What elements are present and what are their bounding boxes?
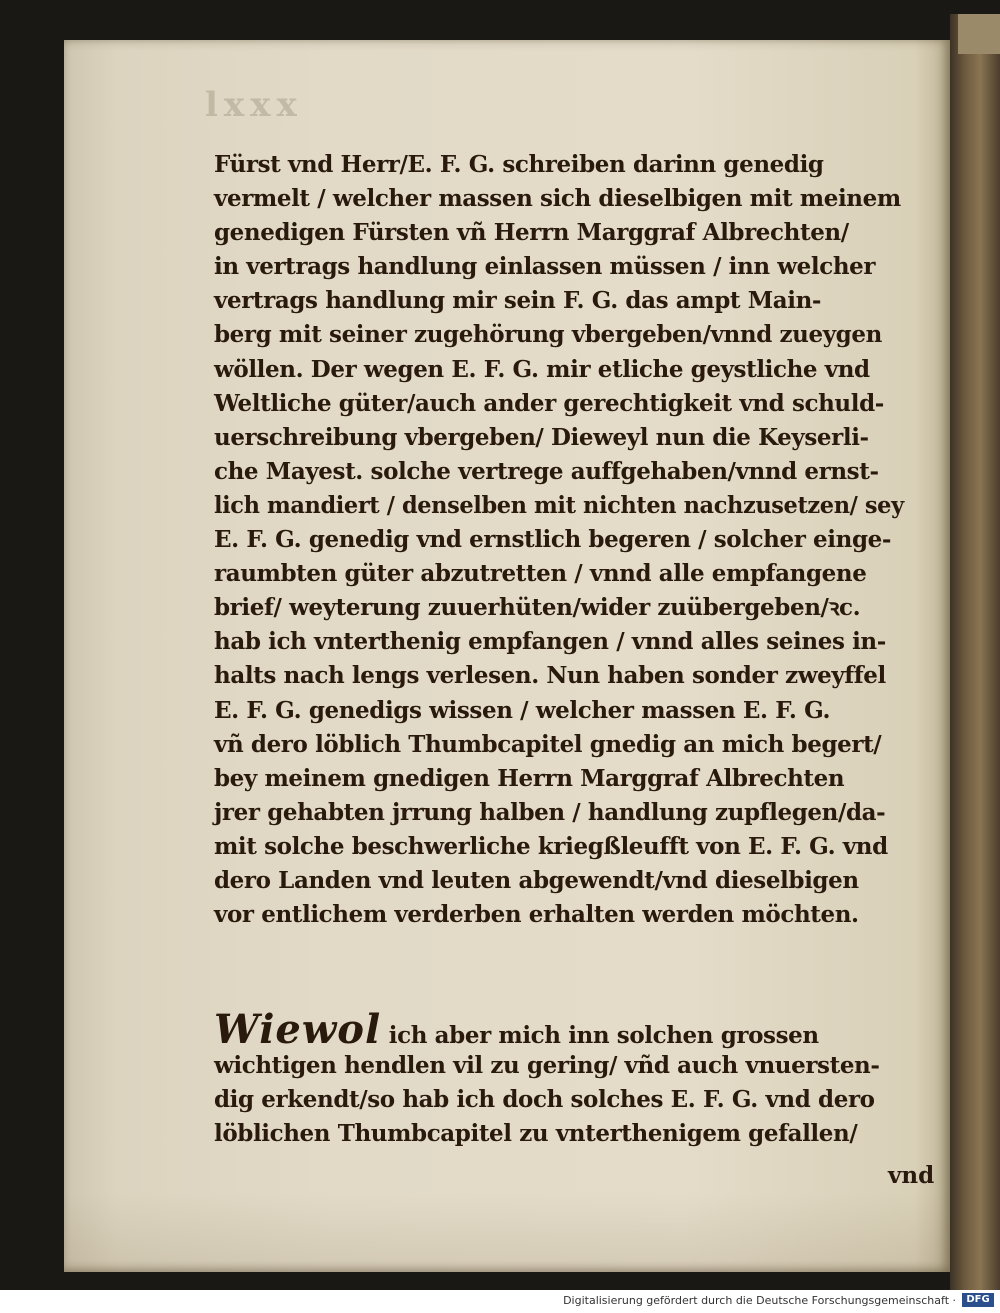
initial-word: Wiewol <box>214 1006 382 1053</box>
text-line: mit solche beschwerliche kriegßleufft von E. F. G. vnd <box>214 832 888 860</box>
text-line: genedigen Fürsten vñ Herrn Marggraf Albrechten/ <box>214 219 849 247</box>
paragraph-2-first-line <box>214 1005 904 1053</box>
text-line: bey meinem gnedigen Herrn Marggraf Albrechten <box>214 764 845 792</box>
text-line: Fürst vnd Herr/E. F. G. schreiben darinn genedig <box>214 151 824 178</box>
footer-credit: Digitalisierung gefördert durch die Deutsche Forschungsgemeinschaft · <box>563 1294 956 1307</box>
paragraph-1 <box>214 148 904 932</box>
paragraph-2-first-line-rest: ich aber mich inn solchen grossen <box>381 1022 819 1049</box>
text-line: löblichen Thumbcapitel zu vnterthenigem gefallen/ <box>214 1120 858 1147</box>
text-line: wöllen. Der wegen E. F. G. mir etliche geystliche vnd <box>214 355 870 383</box>
text-line: che Mayest. solche vertrege auffgehaben/vnnd ernst- <box>214 457 879 485</box>
dfg-logo: DFG <box>962 1293 994 1307</box>
text-line: Weltliche güter/auch ander gerechtigkeit vnd schuld- <box>214 389 884 417</box>
text-line: vertrags handlung mir sein F. G. das ampt Main- <box>214 287 822 315</box>
paragraph-2 <box>214 1005 904 1151</box>
text-line: brief/ weyterung zuuerhüten/wider zuübergeben/ꝛc. <box>214 594 861 622</box>
text-line: E. F. G. genedigs wissen / welcher massen E. F. G. <box>214 696 831 724</box>
catchword: vnd <box>888 1162 935 1189</box>
text-line: vermelt / welcher massen sich dieselbigen mit meinem <box>214 185 901 213</box>
text-line: berg mit seiner zugehörung vbergeben/vnnd zueygen <box>214 321 882 349</box>
text-line: dig erkendt/so hab ich doch solches E. F. G. vnd dero <box>214 1086 875 1113</box>
text-line: jrer gehabten jrrung halben / handlung zupflegen/da- <box>214 798 886 826</box>
text-line: uerschreibung vbergeben/ Dieweyl nun die Keyserli- <box>214 423 869 451</box>
book-edge <box>950 14 1000 1290</box>
folio-number: lxxx <box>205 85 303 125</box>
text-line: halts nach lengs verlesen. Nun haben sonder zweyffel <box>214 662 886 690</box>
text-line: wichtigen hendlen vil zu gering/ vñd auch vnuersten- <box>214 1052 880 1079</box>
text-line: in vertrags handlung einlassen müssen / inn welcher <box>214 253 876 281</box>
text-line: lich mandiert / denselben mit nichten nachzusetzen/ sey <box>214 491 904 519</box>
book-edge-top <box>958 14 1000 54</box>
text-line: E. F. G. genedig vnd ernstlich begeren / solcher einge- <box>214 526 892 554</box>
text-line: vñ dero löblich Thumbcapitel gnedig an mich begert/ <box>214 730 882 758</box>
text-line: vor entlichem verderben erhalten werden möchten. <box>214 901 859 929</box>
text-line: hab ich vnterthenig empfangen / vnnd alles seines in- <box>214 628 886 656</box>
text-line: dero Landen vnd leuten abgewendt/vnd dieselbigen <box>214 866 859 894</box>
text-line: raumbten güter abzutretten / vnnd alle empfangene <box>214 560 867 588</box>
page-shade <box>64 1192 950 1272</box>
footer <box>0 1290 1000 1313</box>
